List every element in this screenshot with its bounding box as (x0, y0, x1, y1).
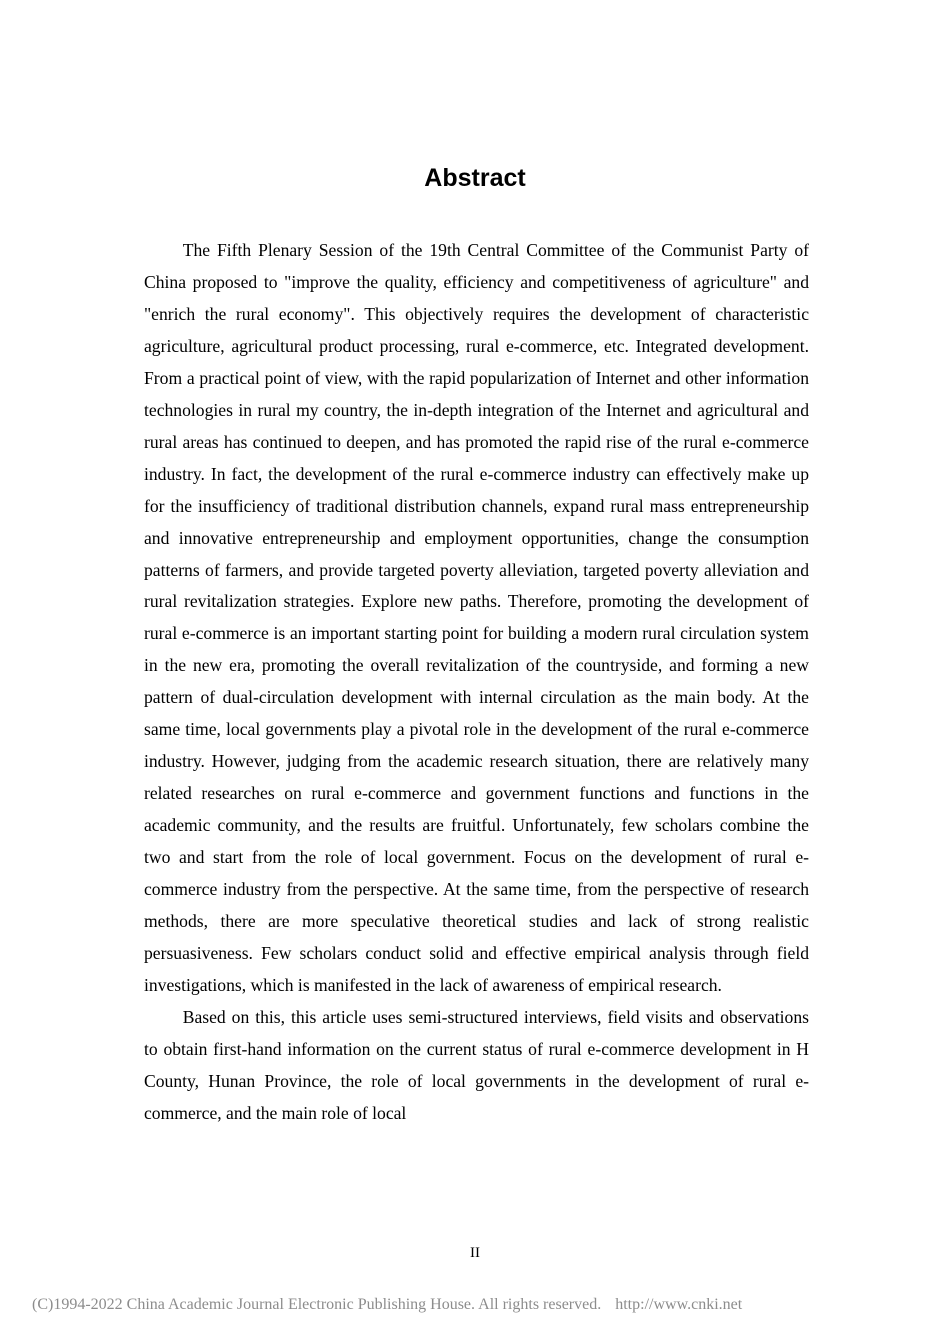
copyright-text: (C)1994-2022 China Academic Journal Electronic Publishing House. All rights reserved. (32, 1296, 602, 1313)
abstract-title: Abstract (424, 164, 526, 192)
footer-url-link[interactable]: http://www.cnki.net (615, 1296, 743, 1313)
abstract-body (144, 235, 809, 1130)
abstract-paragraph-1: The Fifth Plenary Session of the 19th Central Committee of the Communist Party of China proposed to "improve the quality, efficiency and competitiveness of agriculture" and "enrich the rural economy". This objectively requires the development of characteristic agriculture, agricultural product processing, rural e-commerce, etc. Integrated development. From a practical point of view, with the rapid popularization of Internet and other information technologies in rural my country, the in-depth integration of the Internet and agricultural and rural areas has continued to deepen, and has promoted the rapid rise of the rural e-commerce industry. In fact, the development of the rural e-commerce industry can effectively make up for the insufficiency of traditional distribution channels, expand rural mass entrepreneurship and innovative entrepreneurship and employment opportunities, change the consumption patterns of farmers, and provide targeted poverty alleviation, targeted poverty alleviation and rural revitalization strategies. Explore new paths. Therefore, promoting the development of rural e-commerce is an important starting point for building a modern rural circulation system in the new era, promoting the overall revitalization of the countryside, and forming a new pattern of dual-circulation development with internal circulation as the main body. At the same time, local governments play a pivotal role in the development of the rural e-commerce industry. However, judging from the academic research situation, there are relatively many related researches on rural e-commerce and government functions and functions in the academic community, and the results are fruitful. Unfortunately, few scholars combine the two and start from the role of local government. Focus on the development of rural e-commerce industry from the perspective. At the same time, from the perspective of research methods, there are more speculative theoretical studies and lack of strong realistic persuasiveness. Few scholars conduct solid and effective empirical analysis through field investigations, which is manifested in the lack of awareness of empirical research. (144, 240, 809, 995)
abstract-paragraph-2: Based on this, this article uses semi-structured interviews, field visits and observations to obtain first-hand information on the current status of rural e-commerce development in H County, Hunan Province, the role of local governments in the development of rural e-commerce, and the main role of local (144, 1006, 809, 1123)
copyright-footer (32, 1296, 912, 1314)
page-number: II (470, 1245, 480, 1261)
